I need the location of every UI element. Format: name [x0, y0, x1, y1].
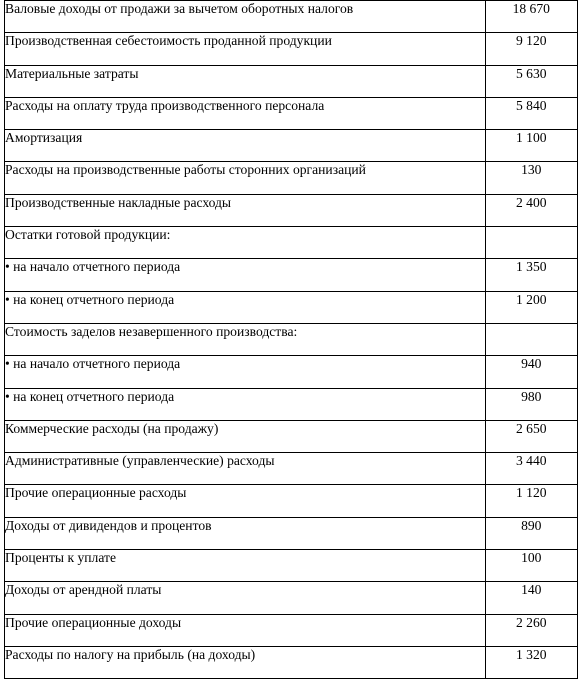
table-row: [5, 259, 578, 291]
row-label: Материальные затраты: [5, 65, 486, 97]
table-row-section-header: [5, 323, 578, 355]
row-value: 1 120: [485, 485, 577, 517]
row-value: 890: [485, 517, 577, 549]
table-row: [5, 614, 578, 646]
row-value: 5 630: [485, 65, 577, 97]
row-value: 130: [485, 162, 577, 194]
table-row-section-header: [5, 227, 578, 259]
row-value: 2 260: [485, 614, 577, 646]
table-row: [5, 582, 578, 614]
row-value: 940: [485, 356, 577, 388]
row-label: Проценты к уплате: [5, 550, 486, 582]
table-row: [5, 97, 578, 129]
table-row: [5, 485, 578, 517]
row-label: • на начало отчетного периода: [5, 356, 486, 388]
row-value: 100: [485, 550, 577, 582]
row-label: Расходы на производственные работы сторонних организаций: [5, 162, 486, 194]
table-row: [5, 33, 578, 65]
section-header-label: Стоимость заделов незавершенного производства:: [5, 323, 486, 355]
row-label: Амортизация: [5, 130, 486, 162]
row-value: 2 400: [485, 194, 577, 226]
row-value: 1 320: [485, 646, 577, 678]
row-value: 140: [485, 582, 577, 614]
table-row: [5, 356, 578, 388]
row-label: Расходы по налогу на прибыль (на доходы): [5, 646, 486, 678]
table-row: [5, 550, 578, 582]
row-label: Прочие операционные доходы: [5, 614, 486, 646]
table-row: [5, 65, 578, 97]
row-label: Прочие операционные расходы: [5, 485, 486, 517]
row-value: 1 350: [485, 259, 577, 291]
row-value: 3 440: [485, 453, 577, 485]
table-row: [5, 1, 578, 33]
row-value: 9 120: [485, 33, 577, 65]
row-value: 2 650: [485, 420, 577, 452]
row-label: • на конец отчетного периода: [5, 388, 486, 420]
table-row: [5, 388, 578, 420]
table-row: [5, 194, 578, 226]
table-row: [5, 517, 578, 549]
row-value-empty: [485, 323, 577, 355]
row-label: Доходы от арендной платы: [5, 582, 486, 614]
table-row: [5, 162, 578, 194]
row-label: Коммерческие расходы (на продажу): [5, 420, 486, 452]
row-label: • на конец отчетного периода: [5, 291, 486, 323]
row-label: Административные (управленческие) расходы: [5, 453, 486, 485]
table-row: [5, 130, 578, 162]
row-label: Валовые доходы от продажи за вычетом оборотных налогов: [5, 1, 486, 33]
row-value-empty: [485, 227, 577, 259]
row-label: Производственные накладные расходы: [5, 194, 486, 226]
row-label: • на начало отчетного периода: [5, 259, 486, 291]
table-row: [5, 453, 578, 485]
row-label: Расходы на оплату труда производственного персонала: [5, 97, 486, 129]
row-label: Доходы от дивидендов и процентов: [5, 517, 486, 549]
row-value: 18 670: [485, 1, 577, 33]
row-value: 1 200: [485, 291, 577, 323]
row-label: Производственная себестоимость проданной продукции: [5, 33, 486, 65]
row-value: 1 100: [485, 130, 577, 162]
table-row: [5, 646, 578, 678]
row-value: 980: [485, 388, 577, 420]
section-header-label: Остатки готовой продукции:: [5, 227, 486, 259]
row-value: 5 840: [485, 97, 577, 129]
table-row: [5, 291, 578, 323]
financial-data-table: [4, 0, 578, 679]
table-row: [5, 420, 578, 452]
